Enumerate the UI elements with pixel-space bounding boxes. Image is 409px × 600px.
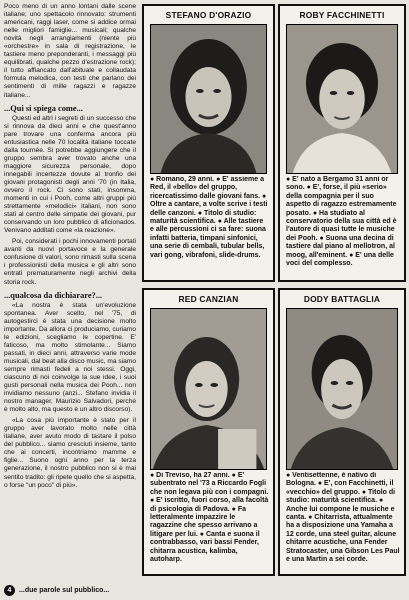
article-paragraph-4: «La cosa più importante è stato per il gruppo aver lavorato molto nelle città italiane, aver avuto modo di tastare il polso del pubblico... siamo cresciuti insieme, tanto che ai concerti, incontriamo mamme e figlie... Suono ogni anno per la terza generazione, il nostro pubblico non si è mai sentito tradito: gli ripete quello che si aspetta, o forse "un poco" di più». — [4, 417, 136, 489]
profile-card-dody — [278, 288, 406, 576]
profile-bio: ● Di Treviso, ha 27 anni. ● E' subentrato nel '73 a Riccardo Fogli che non legava più con i compagni. ● E' iscritto, fuori corso, alla facoltà di psicologia di Padova. ● Fa letteralmente impazzire le ragazzine che spesso arrivano a litigare per lui. ● Canta e suona il contrabbasso, vari bassi Fender, chitarra acustica, kalimba, autoharp. — [150, 472, 269, 564]
profile-name: DODY BATTAGLIA — [303, 294, 381, 304]
article-column — [4, 3, 136, 595]
profile-bio: ● Romano, 29 anni. ● E' assieme a Red, il «bello» del gruppo, ricercatissimo dalle giovani fans. ● Oltre a cantare, a volte scrive i testi delle canzoni. ● Titolo di studio: maturità scientifica. ● Alle tastiere e alle percussioni ci sa fare: suona infatti batteria, timpani sinfonici, una serie di cembali, tubular bells, vari gong, vibrafoni, slide-drums. — [150, 176, 268, 259]
portrait-photo — [286, 308, 398, 470]
profile-card-red — [142, 288, 275, 576]
page-footer — [4, 585, 164, 596]
article-heading-2: ...qualcosa da dichiarare?... — [4, 290, 103, 300]
profile-card-stefano — [142, 4, 275, 282]
profile-name: STEFANO D'ORAZIO — [165, 10, 252, 20]
article-paragraph-2: Poi, considerati i pochi innovamenti portati avanti da nuovi portavoce e la generale confusione di valori, sono rimasti sulla scena i professionisti della musica e gli altri sono entrati prematuramente negli archivi della storia rock. — [4, 238, 136, 286]
profile-name: RED CANZIAN — [178, 294, 239, 304]
article-heading-1: ...Qui si spiega come... — [4, 103, 83, 113]
portrait-photo — [150, 308, 267, 470]
profile-bio: ● Ventisettenne, è nativo di Bologna. ● E', con Facchinetti, il «vecchio» del gruppo. ● Titolo di studio: maturità scientifica. ● Anche lui compone le musiche e canta. ● Chitarrista, attualmente ha a disposizione una Yamaha a 12 corde, una steel guitar, alcune chitarre acustiche, una Fender Stratocaster, una Gibson Les Paul e una Martin a sei corde. — [286, 472, 400, 564]
profile-card-roby — [278, 4, 406, 282]
article-paragraph-3: «La nostra è stata un'evoluzione spontanea. Aver scelto, nel '75, di autogestirci è stata una decisione molto importante. Da allora ci produciamo, curiamo le edizioni, scegliamo le copertine. E' faticoso, ma molto stimolante... Siamo passati, in dieci anni, attraverso varie mode musicali, dal beat alla disco music, ma siamo sempre rimasti fedeli a noi stessi. Oggi, ciascuno di noi coinvolge la sue idee, i suoi gusti personali nella musica dei Pooh... non invidiamo nessuno (anzi... Stefano invidia il nostro manager, Maurizio Salvadori, perché è molto alto, ma questo è un altro discorso). — [4, 301, 136, 414]
portrait-photo — [286, 24, 398, 174]
footer-heading: ...due parole sul pubblico... — [19, 587, 110, 594]
page-number: 4 — [4, 585, 15, 596]
article-intro: Poco meno di un anno lontani dalle scene italiane; uno spettacolo rinnovato: strumenti americani, raggi laser, come si addice ormai nelle migliori famiglie... musicali; qualche novità negli arrangiamenti (niente più «orchestre» in sala di registrazione, le tastiere meno preponderanti, i messaggi più equilibrati, qualche pezzo d'estrazione rock); il tutto affiancato dall'abituale e collaudata formula melodica, con testi che parlano dei sentimenti di mille ragazzi e ragazze italiane... — [4, 3, 136, 99]
profile-name: ROBY FACCHINETTI — [299, 10, 385, 20]
profile-bio: ● E' nato a Bergamo 31 anni or sono. ● E', forse, il più «serio» della compagnia per il suo aspetto di ragazzo estremamente posato. ● Ha studiato al conservatorio della sua città ed è l'autore di quasi tutte le musiche dei Pooh. ● Suona una decina di tastiere dal piano al mellotron, al moog, all'eminent. ● E' una delle voci del complesso. — [286, 176, 397, 268]
portrait-photo — [150, 24, 267, 174]
article-paragraph-1: Questi ed altri i segreti di un successo che si rinnova da dieci anni e che quest'anno pare trovare una conferma ancora più entusiastica nelle 70 località italiane toccate dalla tournée. Si potrebbe aggiungere che il gruppo sembra aver trovato anche una maggiore sicurezza personale, dopo innegabili incertezze dovute al tronfio dei giovani protagonisti degli anni '70 (in Italia, ovvero il rock. Ci sono stati, insomma, momenti in cui i Pooh, come altri gruppi più strettamente «melodici» italiani, non sono stati al centro delle simpatie dei giovani, pur conservando un loro pubblico di aficionados. Venivano additati come «la reazione». — [4, 114, 136, 235]
